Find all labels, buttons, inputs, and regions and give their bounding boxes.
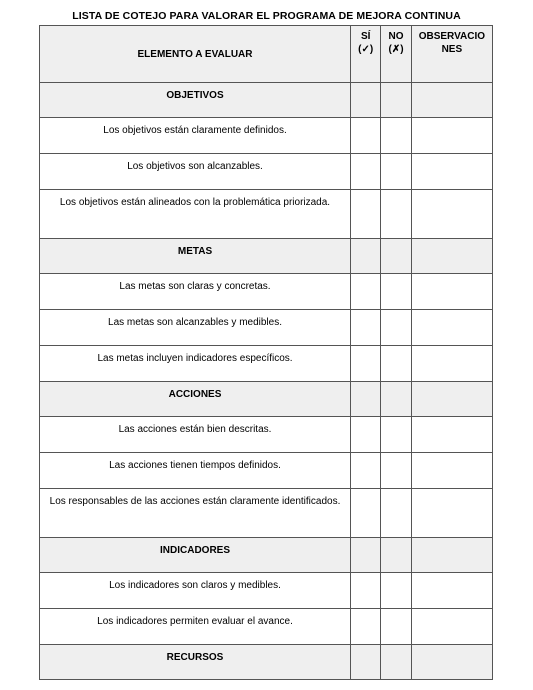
header-no-label: NO — [388, 31, 404, 42]
checklist-item-row — [40, 190, 493, 239]
criterion-text: Las metas son claras y concretas. — [40, 274, 351, 310]
no-check-cell[interactable] — [381, 310, 411, 346]
observations-cell[interactable] — [411, 417, 492, 453]
criterion-text: Los responsables de las acciones están claramente identificados. — [40, 489, 351, 538]
no-check-cell[interactable] — [381, 453, 411, 489]
header-observations: OBSERVACIONES — [411, 26, 492, 83]
no-check-cell[interactable] — [381, 274, 411, 310]
section-blank-cell — [381, 645, 411, 680]
checklist-item-row — [40, 274, 493, 310]
yes-check-cell[interactable] — [351, 609, 381, 645]
checklist-item-row — [40, 417, 493, 453]
checklist-item-row — [40, 346, 493, 382]
checklist-table — [39, 25, 493, 680]
yes-check-cell[interactable] — [351, 154, 381, 190]
observations-cell[interactable] — [411, 453, 492, 489]
yes-check-cell[interactable] — [351, 417, 381, 453]
criterion-text: Las acciones tienen tiempos definidos. — [40, 453, 351, 489]
observations-cell[interactable] — [411, 573, 492, 609]
observations-cell[interactable] — [411, 118, 492, 154]
criterion-text: Los indicadores permiten evaluar el avance. — [40, 609, 351, 645]
checklist-item-row — [40, 489, 493, 538]
no-check-cell[interactable] — [381, 118, 411, 154]
section-title: OBJETIVOS — [40, 83, 351, 118]
no-check-cell[interactable] — [381, 346, 411, 382]
observations-cell[interactable] — [411, 346, 492, 382]
section-blank-cell — [381, 382, 411, 417]
criterion-text: Los objetivos están alineados con la problemática priorizada. — [40, 190, 351, 239]
no-check-cell[interactable] — [381, 190, 411, 239]
checklist-item-row — [40, 453, 493, 489]
section-blank-cell — [411, 538, 492, 573]
section-title: ACCIONES — [40, 382, 351, 417]
section-blank-cell — [351, 382, 381, 417]
criterion-text: Las metas incluyen indicadores específicos. — [40, 346, 351, 382]
section-blank-cell — [411, 83, 492, 118]
no-check-cell[interactable] — [381, 573, 411, 609]
no-check-cell[interactable] — [381, 609, 411, 645]
observations-cell[interactable] — [411, 310, 492, 346]
section-title: INDICADORES — [40, 538, 351, 573]
section-blank-cell — [381, 538, 411, 573]
checklist-item-row — [40, 118, 493, 154]
observations-cell[interactable] — [411, 190, 492, 239]
section-blank-cell — [351, 538, 381, 573]
checklist-item-row — [40, 310, 493, 346]
section-blank-cell — [351, 645, 381, 680]
section-row — [40, 83, 493, 118]
header-row — [40, 26, 493, 83]
section-row — [40, 239, 493, 274]
section-blank-cell — [381, 239, 411, 274]
section-blank-cell — [411, 239, 492, 274]
section-row — [40, 645, 493, 680]
criterion-text: Los objetivos son alcanzables. — [40, 154, 351, 190]
no-check-cell[interactable] — [381, 417, 411, 453]
checklist-item-row — [40, 573, 493, 609]
no-check-cell[interactable] — [381, 154, 411, 190]
section-row — [40, 538, 493, 573]
checklist-item-row — [40, 609, 493, 645]
yes-check-cell[interactable] — [351, 118, 381, 154]
header-no — [381, 26, 411, 83]
section-blank-cell — [351, 239, 381, 274]
document-title: LISTA DE COTEJO PARA VALORAR EL PROGRAMA DE MEJORA CONTINUA — [72, 10, 461, 22]
yes-check-cell[interactable] — [351, 573, 381, 609]
criterion-text: Las metas son alcanzables y medibles. — [40, 310, 351, 346]
section-blank-cell — [411, 382, 492, 417]
observations-cell[interactable] — [411, 609, 492, 645]
criterion-text: Las acciones están bien descritas. — [40, 417, 351, 453]
header-yes-mark: (✓) — [358, 44, 374, 55]
yes-check-cell[interactable] — [351, 346, 381, 382]
yes-check-cell[interactable] — [351, 274, 381, 310]
checklist-item-row — [40, 154, 493, 190]
section-blank-cell — [411, 645, 492, 680]
section-blank-cell — [351, 83, 381, 118]
section-title: METAS — [40, 239, 351, 274]
section-row — [40, 382, 493, 417]
header-yes — [351, 26, 381, 83]
section-blank-cell — [381, 83, 411, 118]
yes-check-cell[interactable] — [351, 489, 381, 538]
header-yes-label: SÍ — [360, 31, 371, 42]
observations-cell[interactable] — [411, 274, 492, 310]
header-no-mark: (✗) — [388, 44, 404, 55]
criterion-text: Los objetivos están claramente definidos. — [40, 118, 351, 154]
yes-check-cell[interactable] — [351, 310, 381, 346]
observations-cell[interactable] — [411, 489, 492, 538]
observations-cell[interactable] — [411, 154, 492, 190]
yes-check-cell[interactable] — [351, 453, 381, 489]
no-check-cell[interactable] — [381, 489, 411, 538]
header-element: ELEMENTO A EVALUAR — [40, 26, 351, 83]
section-title: RECURSOS — [40, 645, 351, 680]
yes-check-cell[interactable] — [351, 190, 381, 239]
criterion-text: Los indicadores son claros y medibles. — [40, 573, 351, 609]
